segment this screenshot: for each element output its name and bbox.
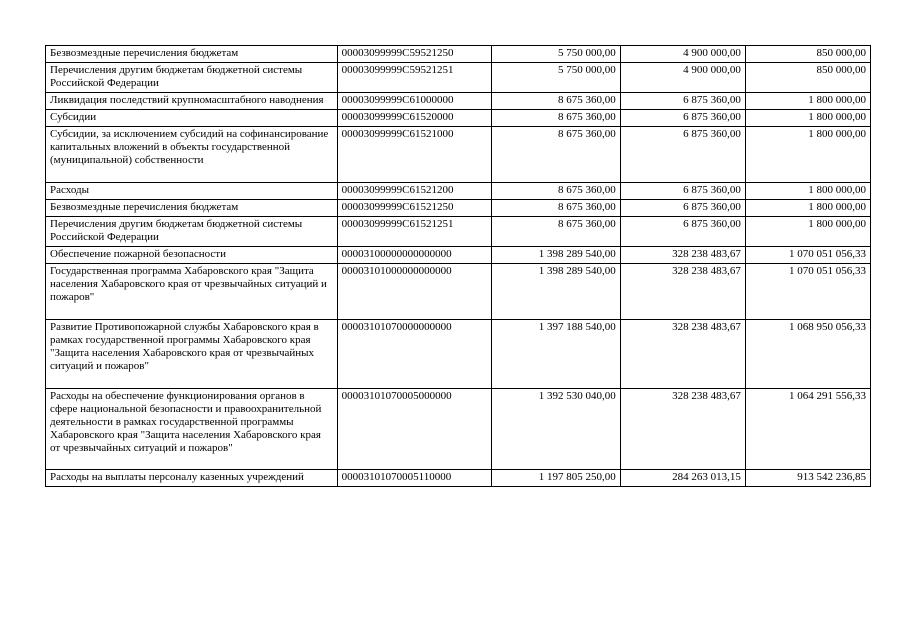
- row-name: Расходы на выплаты персоналу казенных учреждений: [46, 470, 338, 487]
- row-value-1: 8 675 360,00: [492, 127, 620, 183]
- row-value-2: 6 875 360,00: [620, 217, 745, 247]
- row-value-1: 1 397 188 540,00: [492, 320, 620, 389]
- row-value-3: 1 800 000,00: [745, 93, 870, 110]
- row-value-2: 6 875 360,00: [620, 200, 745, 217]
- table-row: [46, 63, 871, 93]
- row-value-1: 8 675 360,00: [492, 110, 620, 127]
- row-value-1: 8 675 360,00: [492, 183, 620, 200]
- row-value-1: 1 197 805 250,00: [492, 470, 620, 487]
- row-name: Расходы: [46, 183, 338, 200]
- row-code: 00003101070000000000: [337, 320, 492, 389]
- row-value-3: 1 070 051 056,33: [745, 247, 870, 264]
- row-name: Перечисления другим бюджетам бюджетной системы Российской Федерации: [46, 217, 338, 247]
- row-value-2: 6 875 360,00: [620, 110, 745, 127]
- table-row: [46, 247, 871, 264]
- row-value-2: 4 900 000,00: [620, 63, 745, 93]
- row-value-1: 8 675 360,00: [492, 217, 620, 247]
- row-code: 00003101070005110000: [337, 470, 492, 487]
- row-value-3: 1 064 291 556,33: [745, 389, 870, 470]
- row-code: 00003099999С61520000: [337, 110, 492, 127]
- row-name: Развитие Противопожарной службы Хабаровского края в рамках государственной программы Хабаровского края "Защита населения Хабаровского края от чрезвычайных ситуаций и пожаров": [46, 320, 338, 389]
- row-value-2: 284 263 013,15: [620, 470, 745, 487]
- row-name: Расходы на обеспечение функционирования органов в сфере национальной безопасности и правоохранительной деятельности в рамках государственной программы Хабаровского края "Защита населения Хабаровского края от чрезвычайных ситуаций и пожаров": [46, 389, 338, 470]
- row-value-2: 328 238 483,67: [620, 264, 745, 320]
- row-name: Субсидии: [46, 110, 338, 127]
- row-value-2: 328 238 483,67: [620, 389, 745, 470]
- row-value-3: 850 000,00: [745, 46, 870, 63]
- row-value-3: 1 800 000,00: [745, 217, 870, 247]
- row-value-2: 328 238 483,67: [620, 247, 745, 264]
- row-code: 00003099999С61000000: [337, 93, 492, 110]
- budget-table: [45, 45, 871, 487]
- row-code: 00003100000000000000: [337, 247, 492, 264]
- row-value-3: 850 000,00: [745, 63, 870, 93]
- row-name: Безвозмездные перечисления бюджетам: [46, 200, 338, 217]
- row-code: 00003099999С61521251: [337, 217, 492, 247]
- row-value-2: 6 875 360,00: [620, 127, 745, 183]
- row-value-3: 1 068 950 056,33: [745, 320, 870, 389]
- row-value-1: 1 398 289 540,00: [492, 264, 620, 320]
- row-name: Ликвидация последствий крупномасштабного наводнения: [46, 93, 338, 110]
- row-name: Субсидии, за исключением субсидий на софинансирование капитальных вложений в объекты государственной (муниципальной) собственности: [46, 127, 338, 183]
- row-value-1: 8 675 360,00: [492, 93, 620, 110]
- row-value-1: 1 392 530 040,00: [492, 389, 620, 470]
- row-value-2: 328 238 483,67: [620, 320, 745, 389]
- table-row: [46, 217, 871, 247]
- row-code: 00003099999С61521250: [337, 200, 492, 217]
- row-code: 00003101000000000000: [337, 264, 492, 320]
- table-row: [46, 470, 871, 487]
- table-row: [46, 110, 871, 127]
- table-row: [46, 200, 871, 217]
- row-value-3: 913 542 236,85: [745, 470, 870, 487]
- row-code: 00003101070005000000: [337, 389, 492, 470]
- table-row: [46, 46, 871, 63]
- row-value-1: 5 750 000,00: [492, 63, 620, 93]
- table-row: [46, 320, 871, 389]
- row-name: Безвозмездные перечисления бюджетам: [46, 46, 338, 63]
- row-value-2: 6 875 360,00: [620, 183, 745, 200]
- row-value-1: 8 675 360,00: [492, 200, 620, 217]
- table-row: [46, 93, 871, 110]
- row-value-1: 5 750 000,00: [492, 46, 620, 63]
- row-code: 00003099999С61521200: [337, 183, 492, 200]
- row-value-3: 1 070 051 056,33: [745, 264, 870, 320]
- row-name: Перечисления другим бюджетам бюджетной системы Российской Федерации: [46, 63, 338, 93]
- row-value-1: 1 398 289 540,00: [492, 247, 620, 264]
- table-row: [46, 264, 871, 320]
- table-row: [46, 389, 871, 470]
- row-value-3: 1 800 000,00: [745, 183, 870, 200]
- row-value-3: 1 800 000,00: [745, 127, 870, 183]
- table-row: [46, 127, 871, 183]
- budget-document: [45, 45, 871, 487]
- row-code: 00003099999С61521000: [337, 127, 492, 183]
- row-value-3: 1 800 000,00: [745, 200, 870, 217]
- row-value-2: 6 875 360,00: [620, 93, 745, 110]
- row-value-2: 4 900 000,00: [620, 46, 745, 63]
- row-name: Государственная программа Хабаровского края "Защита населения Хабаровского края от чрезвычайных ситуаций и пожаров": [46, 264, 338, 320]
- row-code: 00003099999С59521250: [337, 46, 492, 63]
- row-name: Обеспечение пожарной безопасности: [46, 247, 338, 264]
- row-code: 00003099999С59521251: [337, 63, 492, 93]
- table-row: [46, 183, 871, 200]
- row-value-3: 1 800 000,00: [745, 110, 870, 127]
